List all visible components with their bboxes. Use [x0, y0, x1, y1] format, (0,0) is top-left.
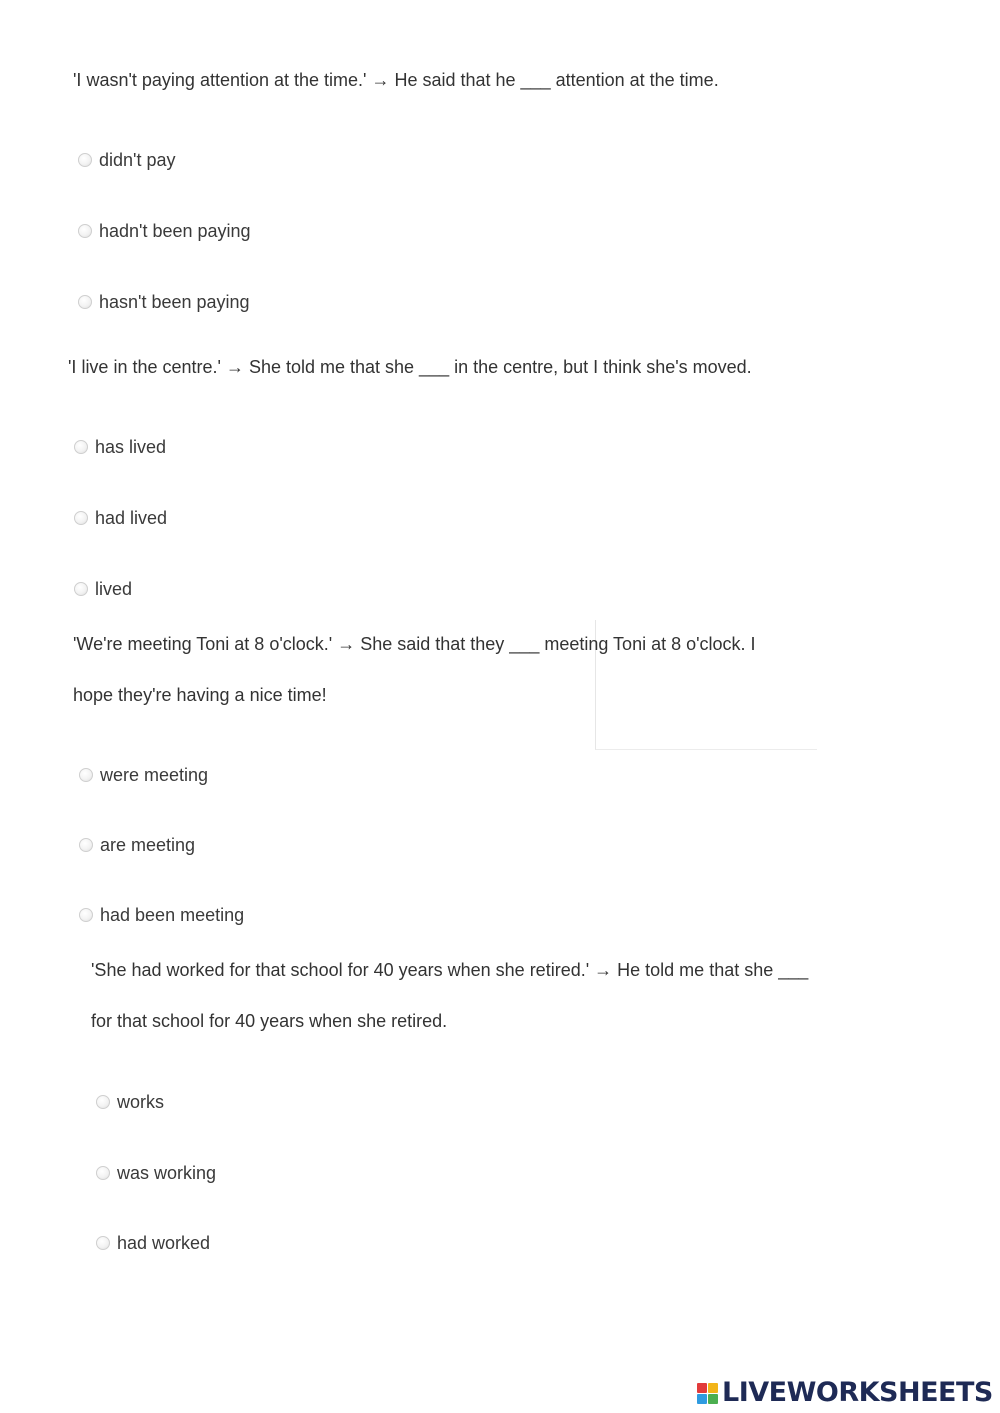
radio-button[interactable] [79, 908, 93, 922]
radio-button[interactable] [96, 1166, 110, 1180]
liveworksheets-logo [697, 1378, 993, 1408]
liveworksheets-logo-icon [697, 1383, 718, 1404]
question-3-text-line-2: hope they're having a nice time! [73, 685, 327, 705]
radio-button[interactable] [79, 768, 93, 782]
question-4-text-line-2: for that school for 40 years when she retired. [91, 1011, 448, 1031]
radio-button[interactable] [78, 295, 92, 309]
radio-button[interactable] [74, 582, 88, 596]
logo-square-icon [708, 1394, 718, 1404]
question-3-option-2[interactable] [79, 833, 195, 857]
question-2-text: 'I live in the centre.' → She told me that she ___ in the centre, but I think she's moved. [68, 357, 752, 377]
option-label: was working [117, 1162, 217, 1183]
option-label: lived [95, 578, 133, 599]
logo-text: LIVEWORKSHEETS [722, 1377, 993, 1408]
radio-button[interactable] [96, 1236, 110, 1250]
radio-button[interactable] [74, 440, 88, 454]
radio-button[interactable] [96, 1095, 110, 1109]
option-label: hadn't been paying [99, 220, 251, 241]
option-label: works [117, 1091, 165, 1112]
question-1-option-2[interactable] [78, 219, 251, 243]
logo-square-icon [697, 1383, 707, 1393]
question-2-option-2[interactable] [74, 506, 167, 530]
logo-square-icon [697, 1394, 707, 1404]
radio-button[interactable] [78, 153, 92, 167]
question-4-option-1[interactable] [96, 1090, 164, 1114]
question-2-option-1[interactable] [74, 435, 166, 459]
question-3-option-3[interactable] [79, 903, 244, 927]
option-label: were meeting [100, 764, 209, 785]
question-4-text-line-1: 'She had worked for that school for 40 years when she retired.' → He told me that she ___ [91, 960, 809, 980]
question-4-option-2[interactable] [96, 1161, 216, 1185]
option-label: didn't pay [99, 149, 176, 170]
radio-button[interactable] [79, 838, 93, 852]
question-1-text: 'I wasn't paying attention at the time.' → He said that he ___ attention at the time. [73, 70, 719, 90]
option-label: had lived [95, 507, 168, 528]
option-label: has lived [95, 436, 167, 457]
radio-button[interactable] [74, 511, 88, 525]
option-label: had worked [117, 1232, 211, 1253]
question-1-option-1[interactable] [78, 148, 176, 172]
question-3-option-1[interactable] [79, 763, 208, 787]
radio-button[interactable] [78, 224, 92, 238]
question-3-text-line-1: 'We're meeting Toni at 8 o'clock.' → She said that they ___ meeting Toni at 8 o'clock. I [73, 634, 756, 654]
option-label: had been meeting [100, 904, 245, 925]
option-label: hasn't been paying [99, 291, 250, 312]
question-2-option-3[interactable] [74, 577, 132, 601]
question-4-option-3[interactable] [96, 1231, 210, 1255]
option-label: are meeting [100, 834, 196, 855]
logo-square-icon [708, 1383, 718, 1393]
question-1-option-3[interactable] [78, 290, 250, 314]
